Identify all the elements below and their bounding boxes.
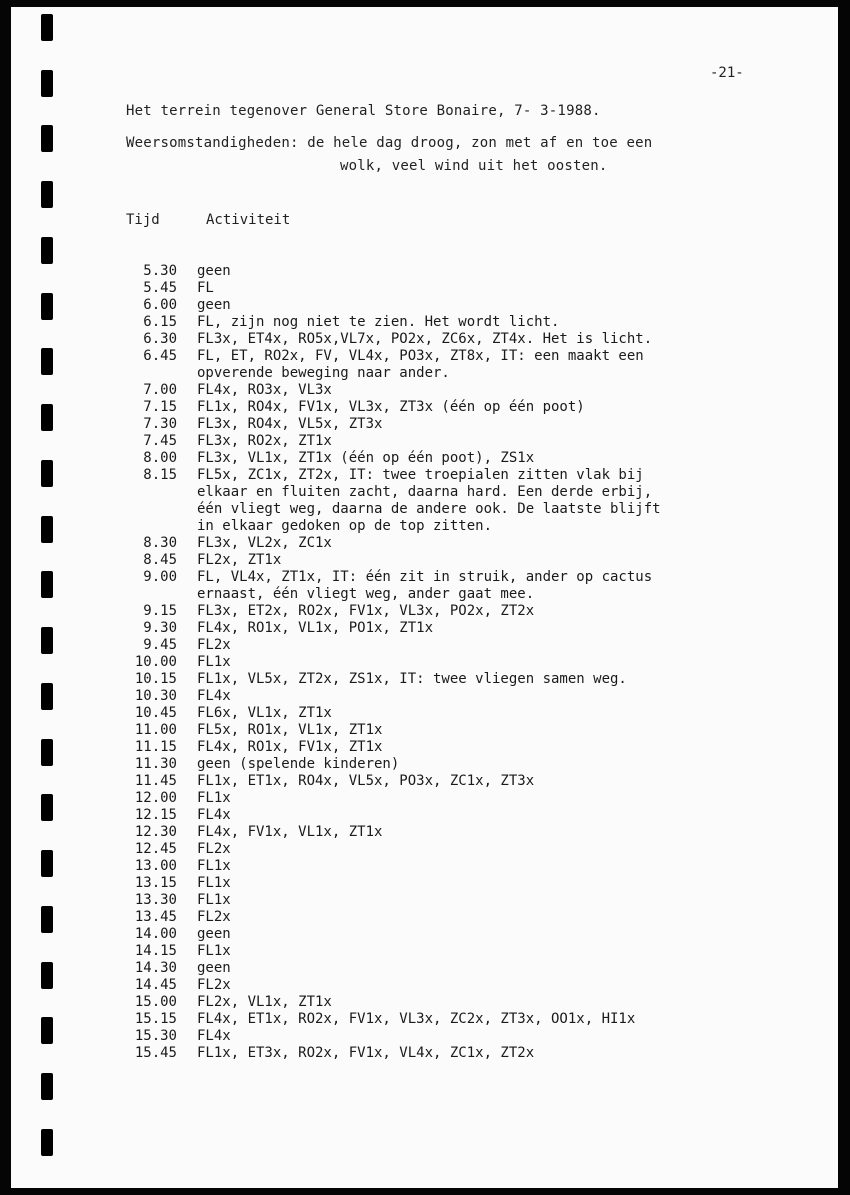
observation-time: 7.15	[143, 399, 177, 415]
binding-hole	[41, 906, 53, 933]
observation-row	[116, 1011, 816, 1028]
observation-row	[116, 943, 816, 960]
observation-time: 13.15	[134, 875, 177, 891]
binding-hole	[41, 460, 53, 487]
observation-time: 6.00	[143, 297, 177, 313]
observation-activity: FL2x	[197, 841, 231, 857]
binding-hole	[41, 850, 53, 877]
observation-activity: FL1x	[197, 790, 231, 806]
observation-activity: FL4x, FV1x, VL1x, ZT1x	[197, 824, 383, 840]
observation-time: 12.30	[134, 824, 177, 840]
observation-row	[116, 1028, 816, 1045]
observation-time: 14.15	[134, 943, 177, 959]
observation-activity: FL5x, ZC1x, ZT2x, IT: twee troepialen zitten vlak bij elkaar en fluiten zacht, daarna hard. Een derde erbij, één vliegt weg, daarna de andere ook. De laatste blijft in elkaar gedoken op de top zitten.	[197, 467, 661, 534]
observation-time: 6.45	[143, 348, 177, 364]
observation-time: 8.45	[143, 552, 177, 568]
observation-activity: geen	[197, 263, 231, 279]
observation-time: 7.45	[143, 433, 177, 449]
observation-activity: FL1x	[197, 858, 231, 874]
binding-hole	[41, 627, 53, 654]
observation-time: 11.00	[134, 722, 177, 738]
observation-activity: FL1x	[197, 943, 231, 959]
observation-row	[116, 926, 816, 943]
observation-activity: FL1x	[197, 892, 231, 908]
observation-time: 5.45	[143, 280, 177, 296]
observation-time: 6.15	[143, 314, 177, 330]
observation-row	[116, 297, 816, 314]
observation-row	[116, 909, 816, 926]
observation-activity: FL3x, RO4x, VL5x, ZT3x	[197, 416, 383, 432]
observation-time: 12.15	[134, 807, 177, 823]
observation-row	[116, 348, 816, 382]
observation-row	[116, 331, 816, 348]
observation-activity: FL2x	[197, 909, 231, 925]
observation-time: 10.45	[134, 705, 177, 721]
observation-row	[116, 1045, 816, 1062]
observation-time: 8.00	[143, 450, 177, 466]
observation-activity: FL4x	[197, 1028, 231, 1044]
header-location-date: Het terrein tegenover General Store Bonaire, 7- 3-1988.	[126, 103, 601, 119]
observation-activity: FL1x, ET3x, RO2x, FV1x, VL4x, ZC1x, ZT2x	[197, 1045, 535, 1061]
observation-row	[116, 807, 816, 824]
observation-row	[116, 654, 816, 671]
header-weather: Weersomstandigheden: de hele dag droog, zon met af en toe een	[126, 135, 653, 151]
observation-activity: FL1x	[197, 875, 231, 891]
header-weather-continued: wolk, veel wind uit het oosten.	[340, 158, 608, 174]
observation-activity: FL6x, VL1x, ZT1x	[197, 705, 332, 721]
binding-hole	[41, 348, 53, 375]
observation-time: 12.45	[134, 841, 177, 857]
observation-time: 7.30	[143, 416, 177, 432]
observation-activity: FL2x, ZT1x	[197, 552, 282, 568]
observation-activity: FL3x, ET4x, RO5x,VL7x, PO2x, ZC6x, ZT4x. Het is licht.	[197, 331, 653, 347]
observation-time: 9.15	[143, 603, 177, 619]
observation-row	[116, 399, 816, 416]
observation-time: 14.00	[134, 926, 177, 942]
observation-activity: FL3x, VL2x, ZC1x	[197, 535, 332, 551]
observation-row	[116, 450, 816, 467]
binding-hole	[41, 14, 53, 41]
observation-time: 15.15	[134, 1011, 177, 1027]
observation-row	[116, 790, 816, 807]
observation-row	[116, 535, 816, 552]
observation-activity: geen (spelende kinderen)	[197, 756, 400, 772]
observation-time: 8.30	[143, 535, 177, 551]
observation-activity: FL1x	[197, 654, 231, 670]
observation-row	[116, 569, 816, 603]
observation-time: 7.00	[143, 382, 177, 398]
column-header-time: Tijd	[126, 212, 160, 228]
observation-time: 9.45	[143, 637, 177, 653]
observation-row	[116, 773, 816, 790]
binding-hole	[41, 683, 53, 710]
observation-activity: FL4x, RO3x, VL3x	[197, 382, 332, 398]
observation-activity: geen	[197, 960, 231, 976]
observation-row	[116, 892, 816, 909]
observation-time: 5.30	[143, 263, 177, 279]
binding-hole	[41, 1017, 53, 1044]
binding-hole	[41, 237, 53, 264]
observation-time: 15.45	[134, 1045, 177, 1061]
observation-activity: FL4x, RO1x, FV1x, ZT1x	[197, 739, 383, 755]
observation-row	[116, 688, 816, 705]
observation-row	[116, 637, 816, 654]
observation-activity: FL1x, VL5x, ZT2x, ZS1x, IT: twee vliegen samen weg.	[197, 671, 627, 687]
observation-activity: FL1x, ET1x, RO4x, VL5x, PO3x, ZC1x, ZT3x	[197, 773, 535, 789]
observation-time: 12.00	[134, 790, 177, 806]
observation-activity: FL3x, RO2x, ZT1x	[197, 433, 332, 449]
observation-time: 11.15	[134, 739, 177, 755]
observation-time: 13.45	[134, 909, 177, 925]
observation-time: 14.30	[134, 960, 177, 976]
binding-hole	[41, 571, 53, 598]
observation-activity: FL, ET, RO2x, FV, VL4x, PO3x, ZT8x, IT: een maakt een opverende beweging naar ander.	[197, 348, 644, 381]
observation-row	[116, 382, 816, 399]
observation-time: 15.00	[134, 994, 177, 1010]
observation-time: 9.30	[143, 620, 177, 636]
observation-activity: FL, zijn nog niet te zien. Het wordt licht.	[197, 314, 560, 330]
observation-activity: FL2x, VL1x, ZT1x	[197, 994, 332, 1010]
observation-row	[116, 467, 816, 535]
binding-hole	[41, 70, 53, 97]
observation-activity: FL3x, ET2x, RO2x, FV1x, VL3x, PO2x, ZT2x	[197, 603, 535, 619]
observation-time: 11.30	[134, 756, 177, 772]
observation-activity: FL2x	[197, 637, 231, 653]
observation-list	[116, 263, 816, 1062]
observation-time: 13.30	[134, 892, 177, 908]
observation-time: 13.00	[134, 858, 177, 874]
observation-activity: FL1x, RO4x, FV1x, VL3x, ZT3x (één op één poot)	[197, 399, 585, 415]
document-page	[11, 7, 838, 1188]
binding-hole	[41, 404, 53, 431]
observation-row	[116, 756, 816, 773]
observation-row	[116, 858, 816, 875]
observation-time: 10.15	[134, 671, 177, 687]
observation-activity: FL4x	[197, 688, 231, 704]
observation-time: 9.00	[143, 569, 177, 585]
observation-activity: FL	[197, 280, 214, 296]
observation-row	[116, 875, 816, 892]
binding-hole	[41, 1129, 53, 1156]
observation-row	[116, 977, 816, 994]
binding-hole	[41, 962, 53, 989]
observation-row	[116, 960, 816, 977]
binding-hole	[41, 293, 53, 320]
observation-row	[116, 824, 816, 841]
column-header-activity: Activiteit	[206, 212, 291, 228]
observation-time: 6.30	[143, 331, 177, 347]
observation-row	[116, 620, 816, 637]
observation-time: 10.00	[134, 654, 177, 670]
binding-hole	[41, 125, 53, 152]
binding-hole	[41, 516, 53, 543]
observation-activity: FL5x, RO1x, VL1x, ZT1x	[197, 722, 383, 738]
observation-activity: FL2x	[197, 977, 231, 993]
observation-time: 14.45	[134, 977, 177, 993]
observation-activity: FL4x, ET1x, RO2x, FV1x, VL3x, ZC2x, ZT3x, OO1x, HI1x	[197, 1011, 636, 1027]
observation-time: 8.15	[143, 467, 177, 483]
binding-hole	[41, 794, 53, 821]
observation-activity: FL4x, RO1x, VL1x, PO1x, ZT1x	[197, 620, 434, 636]
observation-row	[116, 739, 816, 756]
observation-activity: FL4x	[197, 807, 231, 823]
page-number: -21-	[710, 65, 744, 81]
observation-row	[116, 671, 816, 688]
observation-row	[116, 314, 816, 331]
observation-row	[116, 705, 816, 722]
observation-row	[116, 722, 816, 739]
observation-activity: geen	[197, 297, 231, 313]
observation-row	[116, 552, 816, 569]
observation-row	[116, 603, 816, 620]
observation-time: 10.30	[134, 688, 177, 704]
observation-activity: geen	[197, 926, 231, 942]
observation-row	[116, 841, 816, 858]
binding-hole	[41, 739, 53, 766]
observation-row	[116, 280, 816, 297]
observation-row	[116, 433, 816, 450]
observation-row	[116, 263, 816, 280]
observation-time: 15.30	[134, 1028, 177, 1044]
observation-activity: FL, VL4x, ZT1x, IT: één zit in struik, ander op cactus ernaast, één vliegt weg, ander gaat mee.	[197, 569, 653, 602]
binding-hole	[41, 181, 53, 208]
observation-row	[116, 994, 816, 1011]
observation-activity: FL3x, VL1x, ZT1x (één op één poot), ZS1x	[197, 450, 535, 466]
observation-time: 11.45	[134, 773, 177, 789]
observation-row	[116, 416, 816, 433]
binding-hole	[41, 1073, 53, 1100]
